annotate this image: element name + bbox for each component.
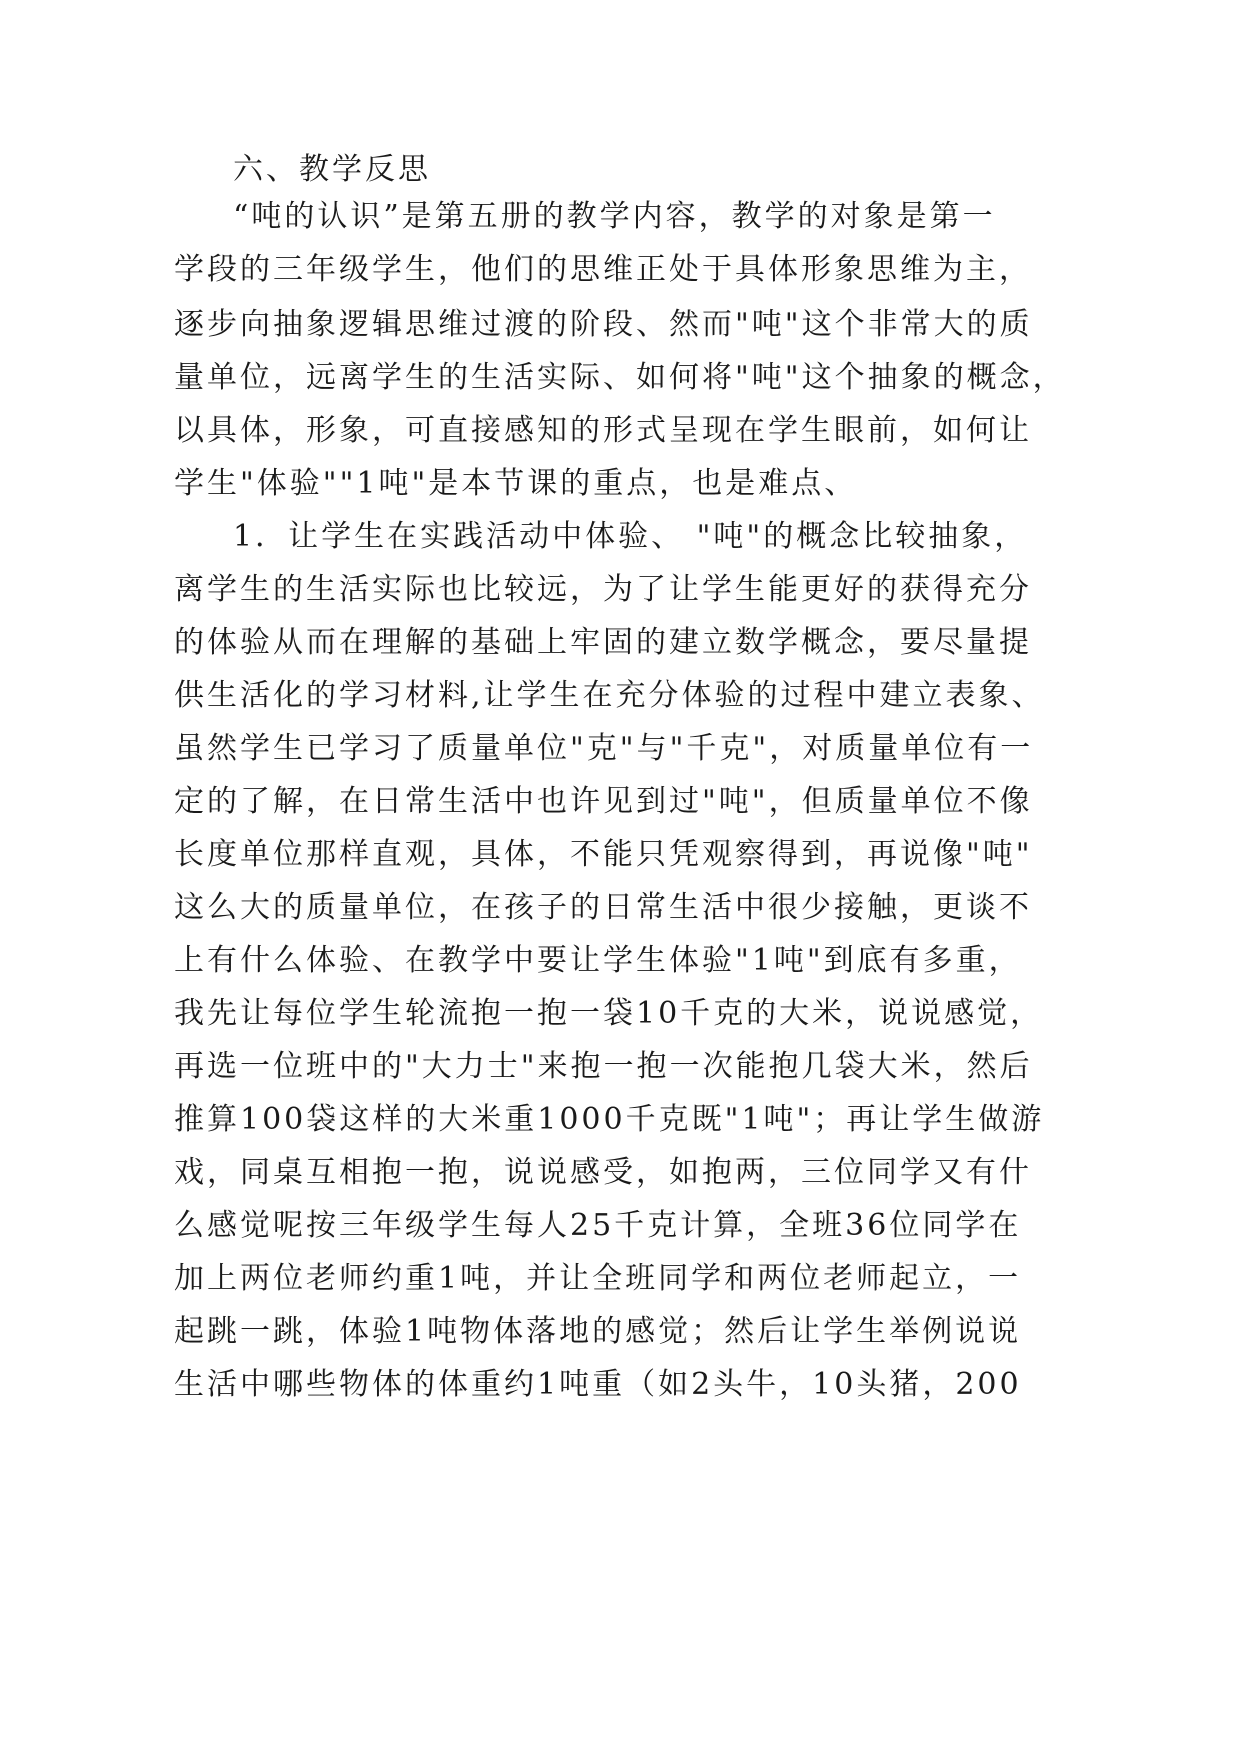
text-line-19: 戏，同桌互相抱一抱，说说感受，如抱两，三位同学又有什 <box>174 1155 1032 1190</box>
text-line-14: 这么大的质量单位，在孩子的日常生活中很少接触，更谈不 <box>174 890 1032 925</box>
text-line-18: 推算100袋这样的大米重1000千克既"1吨"；再让学生做游 <box>174 1102 1045 1137</box>
text-line-1: “吨的认识”是第五册的教学内容，教学的对象是第一 <box>233 199 996 234</box>
text-line-11: 虽然学生已学习了质量单位"克"与"千克"，对质量单位有一 <box>174 731 1034 766</box>
text-line-8: 离学生的生活实际也比较远，为了让学生能更好的获得充分 <box>174 572 1032 607</box>
text-line-6: 学生"体验""1吨"是本节课的重点，也是难点、 <box>174 466 858 501</box>
text-line-10: 供生活化的学习材料,让学生在充分体验的过程中建立表象、 <box>174 678 1045 713</box>
text-line-15: 上有什么体验、在教学中要让学生体验"1吨"到底有多重， <box>174 943 1022 978</box>
text-line-3: 逐步向抽象逻辑思维过渡的阶段、然而"吨"这个非常大的质 <box>174 307 1033 342</box>
text-line-23: 生活中哪些物体的体重约1吨重（如2头牛，10头猪，200 <box>174 1367 1022 1402</box>
text-line-20: 么感觉呢按三年级学生每人25千克计算，全班36位同学在 <box>174 1208 1022 1243</box>
text-line-13: 长度单位那样直观，具体，不能只凭观察得到，再说像"吨" <box>174 837 1033 872</box>
text-line-5: 以具体，形象，可直接感知的形式呈现在学生眼前，如何让 <box>174 413 1032 448</box>
text-line-9: 的体验从而在理解的基础上牢固的建立数学概念，要尽量提 <box>174 625 1032 660</box>
text-line-2: 学段的三年级学生，他们的思维正处于具体形象思维为主， <box>174 252 1032 287</box>
text-line-12: 定的了解，在日常生活中也许见到过"吨"，但质量单位不像 <box>174 784 1033 819</box>
text-line-16: 我先让每位学生轮流抱一抱一袋10千克的大米，说说感觉， <box>174 996 1044 1031</box>
text-line-17: 再选一位班中的"大力士"来抱一抱一次能抱几袋大米，然后 <box>174 1049 1033 1084</box>
text-line-21: 加上两位老师约重1吨，并让全班同学和两位老师起立，一 <box>174 1261 1022 1296</box>
text-line-4: 量单位，远离学生的生活实际、如何将"吨"这个抽象的概念， <box>174 360 1066 395</box>
text-line-7: 1．让学生在实践活动中体验、 "吨"的概念比较抽象， <box>233 519 1028 554</box>
section-heading: 六、教学反思 <box>233 152 431 187</box>
text-line-22: 起跳一跳，体验1吨物体落地的感觉；然后让学生举例说说 <box>174 1314 1022 1349</box>
